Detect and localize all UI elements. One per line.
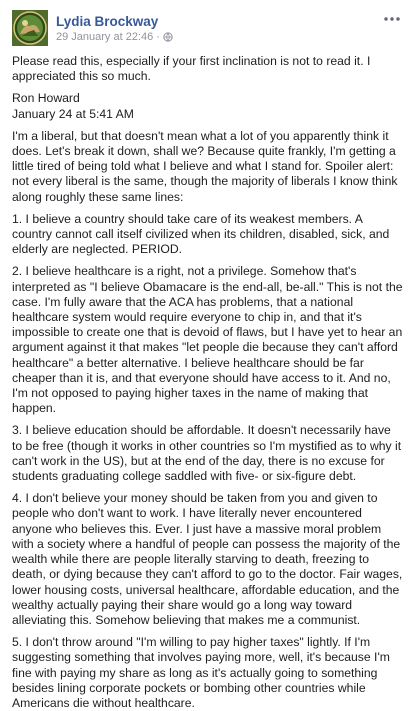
- post-paragraph: 1. I believe a country should take care of its weakest members. A country cannot call itself civilized when its children, disabled, sick, and elderly are neglected. PERIOD.: [12, 211, 390, 257]
- author-name[interactable]: Lydia Brockway: [56, 13, 159, 29]
- post-paragraph: 3. I believe education should be affordable. It doesn't necessarily have to be free (though it works in other countries so I'm mystified as to why it can't work in the US), but at the end of the day, there is no excuse for students graduating college saddled with five- or six-figure debt.: [12, 423, 402, 484]
- post-timestamp[interactable]: 29 January at 22:46: [56, 30, 154, 43]
- author-avatar[interactable]: [12, 10, 48, 46]
- post-paragraph: 2. I believe healthcare is a right, not a privilege. Somehow that's interpreted as "I believe Obamacare is the end-all, be-all." This is not the case. I'm fully aware that the ACA has problems, that a national healthcare system would require everyone to chip in, and that it's impossible to create one that is devoid of flaws, but I have yet to hear an argument against it that makes "let people die because they can't afford healthcare" a better alternative. I believe healthcare should be far cheaper than it is, and that everyone should have access to it. And no, I'm not opposed to paying higher taxes in the name of making that happen.: [12, 264, 403, 416]
- quoted-author-name: Ron Howard: [12, 91, 80, 106]
- post-paragraph: I'm a liberal, but that doesn't mean what a lot of you apparently think it does. Let's break it down, shall we? Because quite frankly, I'm getting a little tired of being told what I believe and what I stand for. Spoiler alert: not every liberal is the same, though the majority of liberals I know think along roughly these same lines:: [12, 128, 398, 204]
- post-paragraph: 5. I don't throw around "I'm willing to pay higher taxes" lightly. If I'm suggesting something that involves paying more, well, it's because I'm fine with paying my share as long as it's actually going to something besides lining corporate pockets or bombing other countries while Americans die without healthcare.: [12, 635, 390, 710]
- post-intro-text: Please read this, especially if your first inclination is not to read it. I appreciated this so much.: [12, 54, 371, 84]
- more-options-icon[interactable]: [381, 12, 403, 26]
- timestamp-row: [56, 30, 173, 44]
- quoted-post-date: January 24 at 5:41 AM: [12, 106, 134, 121]
- post-body: [12, 54, 403, 711]
- globe-icon[interactable]: [163, 32, 173, 42]
- meta-separator: ·: [156, 30, 160, 43]
- post-header: [12, 10, 403, 46]
- post-paragraph: 4. I don't believe your money should be taken from you and given to people who don't want to work. I have literally never encountered anyone who believes this. Ever. I just have a massive moral problem with a society where a handful of people can possess the majority of the wealth while there are people literally starving to death, freezing to death, or dying because they can't afford to go to the doctor. Fair wages, lower housing costs, universal healthcare, affordable education, and the wealthy actually paying their share would go a long way toward alleviating this. Somehow believing that makes me a communist.: [12, 491, 403, 627]
- avatar-photo-icon: [12, 10, 48, 46]
- post-meta: [56, 13, 173, 44]
